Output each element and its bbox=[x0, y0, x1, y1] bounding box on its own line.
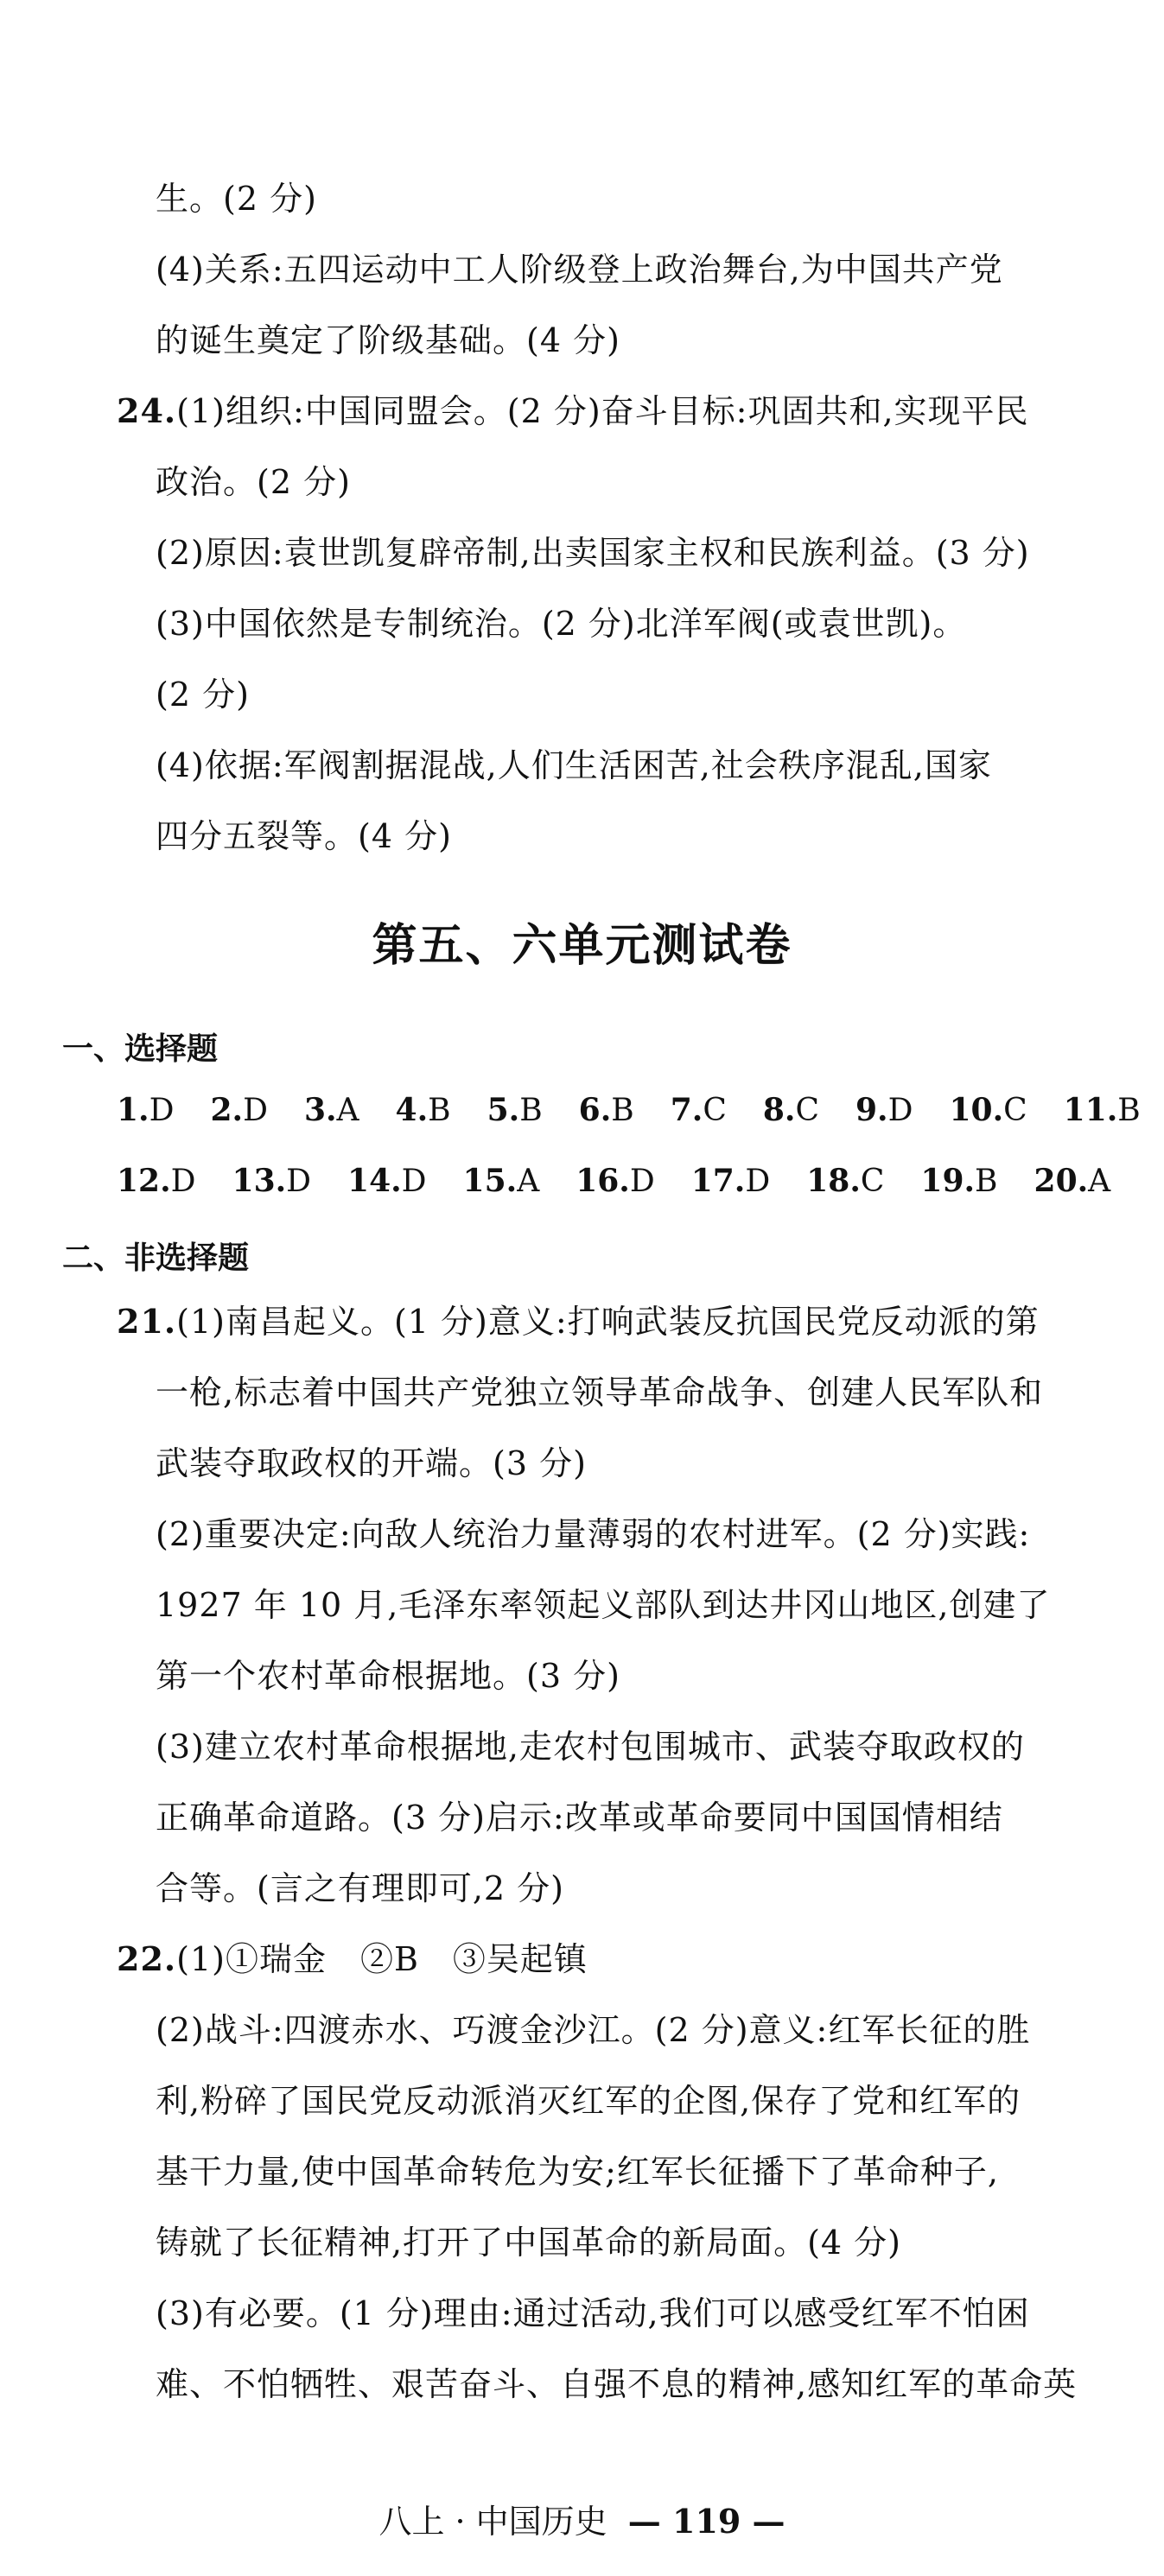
text-line: (2)重要决定:向敌人统治力量薄弱的农村进军。(2 分)实践: bbox=[156, 1515, 1031, 1553]
text-line: 的诞生奠定了阶级基础。(4 分) bbox=[156, 321, 620, 359]
choice-answer bbox=[396, 1093, 451, 1128]
question-21-line-1: 21.(1)南昌起义。(1 分)意义:打响武装反抗国民党反动派的第 bbox=[117, 1302, 1040, 1341]
choice-number: 5. bbox=[487, 1092, 520, 1128]
choice-letter: D bbox=[149, 1093, 175, 1128]
choice-answer bbox=[232, 1164, 312, 1199]
choice-letter: B bbox=[519, 1093, 543, 1128]
section-heading-choice: 一、选择题 bbox=[62, 1031, 219, 1067]
choice-number: 9. bbox=[856, 1092, 888, 1128]
choice-number: 16. bbox=[576, 1163, 630, 1199]
question-number: 22. bbox=[117, 1939, 177, 1978]
choice-letter: C bbox=[860, 1164, 885, 1199]
choice-letter: C bbox=[1003, 1093, 1027, 1128]
choice-number: 18. bbox=[806, 1163, 861, 1199]
choice-number: 19. bbox=[920, 1163, 976, 1199]
choice-letter: D bbox=[745, 1164, 771, 1199]
choice-letter: D bbox=[286, 1164, 312, 1199]
choice-letter: C bbox=[795, 1093, 819, 1128]
text-line: (4)依据:军阀割据混战,人们生活困苦,社会秩序混乱,国家 bbox=[156, 746, 992, 784]
text-line: 第一个农村革命根据地。(3 分) bbox=[156, 1657, 620, 1695]
text-line: 难、不怕牺牲、艰苦奋斗、自强不息的精神,感知红军的革命英 bbox=[156, 2365, 1078, 2403]
choice-number: 6. bbox=[578, 1092, 612, 1128]
choice-letter: B bbox=[1117, 1093, 1141, 1128]
choice-letter: A bbox=[1088, 1164, 1111, 1199]
choice-answer bbox=[117, 1164, 196, 1199]
choice-letter: A bbox=[336, 1093, 359, 1128]
choice-number: 4. bbox=[395, 1092, 429, 1128]
choice-number: 20. bbox=[1034, 1163, 1089, 1199]
choice-letter: D bbox=[629, 1164, 655, 1199]
text-line: 铸就了长征精神,打开了中国革命的新局面。(4 分) bbox=[156, 2224, 901, 2262]
text-line: 四分五裂等。(4 分) bbox=[156, 817, 452, 855]
choice-letter: B bbox=[975, 1164, 998, 1199]
text-line: 生。(2 分) bbox=[156, 180, 317, 218]
choice-answer bbox=[1034, 1164, 1111, 1199]
choice-answer bbox=[806, 1164, 884, 1199]
text-line: 1927 年 10 月,毛泽东率领起义部队到达井冈山地区,创建了 bbox=[156, 1586, 1051, 1624]
section-heading-non-choice: 二、非选择题 bbox=[62, 1240, 250, 1276]
choice-number: 13. bbox=[232, 1163, 287, 1199]
choice-answer bbox=[463, 1164, 540, 1199]
text-line: (3)有必要。(1 分)理由:通过活动,我们可以感受红军不怕困 bbox=[156, 2294, 1030, 2332]
text-line: 正确革命道路。(3 分)启示:改革或革命要同中国国情相结 bbox=[156, 1799, 1003, 1837]
choice-answer bbox=[856, 1093, 913, 1128]
choice-number: 14. bbox=[347, 1163, 402, 1199]
choice-number: 1. bbox=[117, 1092, 149, 1128]
text-line: 合等。(言之有理即可,2 分) bbox=[156, 1869, 564, 1907]
choice-answer bbox=[304, 1093, 359, 1128]
page-footer bbox=[0, 2495, 1164, 2542]
choice-answers-row-2 bbox=[117, 1163, 1147, 1199]
choice-number: 10. bbox=[949, 1092, 1004, 1128]
choice-answer bbox=[949, 1093, 1027, 1128]
choice-number: 11. bbox=[1063, 1092, 1118, 1128]
choice-letter: D bbox=[401, 1164, 427, 1199]
text-line: 一枪,标志着中国共产党独立领导革命战争、创建人民军队和 bbox=[156, 1374, 1044, 1412]
choice-letter: D bbox=[170, 1164, 196, 1199]
page-number: — 119 — bbox=[627, 2502, 786, 2541]
choice-answer bbox=[117, 1093, 174, 1128]
choice-answers-row-1 bbox=[117, 1092, 1164, 1128]
text-line: 武装夺取政权的开端。(3 分) bbox=[156, 1444, 587, 1482]
text-line: 基干力量,使中国革命转危为安;红军长征播下了革命种子, bbox=[156, 2153, 999, 2191]
choice-number: 15. bbox=[462, 1163, 518, 1199]
text-line: (2)战斗:四渡赤水、巧渡金沙江。(2 分)意义:红军长征的胜 bbox=[156, 2011, 1031, 2049]
choice-answer bbox=[487, 1093, 543, 1128]
choice-answer bbox=[691, 1164, 771, 1199]
text-line: (3)中国依然是专制统治。(2 分)北洋军阀(或袁世凯)。 bbox=[156, 605, 967, 643]
choice-answer bbox=[1064, 1093, 1141, 1128]
choice-number: 12. bbox=[117, 1163, 171, 1199]
choice-letter: D bbox=[243, 1093, 268, 1128]
choice-letter: D bbox=[887, 1093, 913, 1128]
choice-answer bbox=[579, 1093, 634, 1128]
text-line: (2 分) bbox=[156, 676, 250, 714]
choice-answer bbox=[671, 1093, 727, 1128]
choice-answer bbox=[763, 1093, 819, 1128]
question-22-line-1: 22.(1)①瑞金 ②B ③吴起镇 bbox=[117, 1939, 588, 1978]
choice-number: 17. bbox=[690, 1163, 746, 1199]
choice-number: 3. bbox=[303, 1092, 337, 1128]
choice-answer bbox=[210, 1093, 267, 1128]
text-line: (4)关系:五四运动中工人阶级登上政治舞台,为中国共产党 bbox=[156, 251, 1003, 289]
question-number: 21. bbox=[117, 1302, 177, 1341]
choice-answer bbox=[347, 1164, 427, 1199]
question-number: 24. bbox=[117, 391, 177, 430]
choice-answer bbox=[920, 1164, 997, 1199]
choice-letter: B bbox=[611, 1093, 634, 1128]
unit-test-title: 第五、六单元测试卷 bbox=[372, 920, 792, 972]
choice-letter: B bbox=[428, 1093, 451, 1128]
text-line: (3)建立农村革命根据地,走农村包围城市、武装夺取政权的 bbox=[156, 1728, 1025, 1766]
choice-number: 2. bbox=[210, 1092, 244, 1128]
question-24-line-1: 24.(1)组织:中国同盟会。(2 分)奋斗目标:巩固共和,实现平民 bbox=[117, 391, 1029, 430]
choice-letter: C bbox=[703, 1093, 727, 1128]
choice-answer bbox=[576, 1164, 655, 1199]
choice-number: 8. bbox=[762, 1092, 796, 1128]
text-line: (2)原因:袁世凯复辟帝制,出卖国家主权和民族利益。(3 分) bbox=[156, 534, 1030, 572]
choice-letter: A bbox=[517, 1164, 540, 1199]
text-line: 利,粉碎了国民党反动派消灭红军的企图,保存了党和红军的 bbox=[156, 2082, 1021, 2120]
footer-subject: 八上 · 中国历史 bbox=[378, 2503, 607, 2541]
choice-number: 7. bbox=[670, 1092, 703, 1128]
text-line: 政治。(2 分) bbox=[156, 463, 351, 501]
